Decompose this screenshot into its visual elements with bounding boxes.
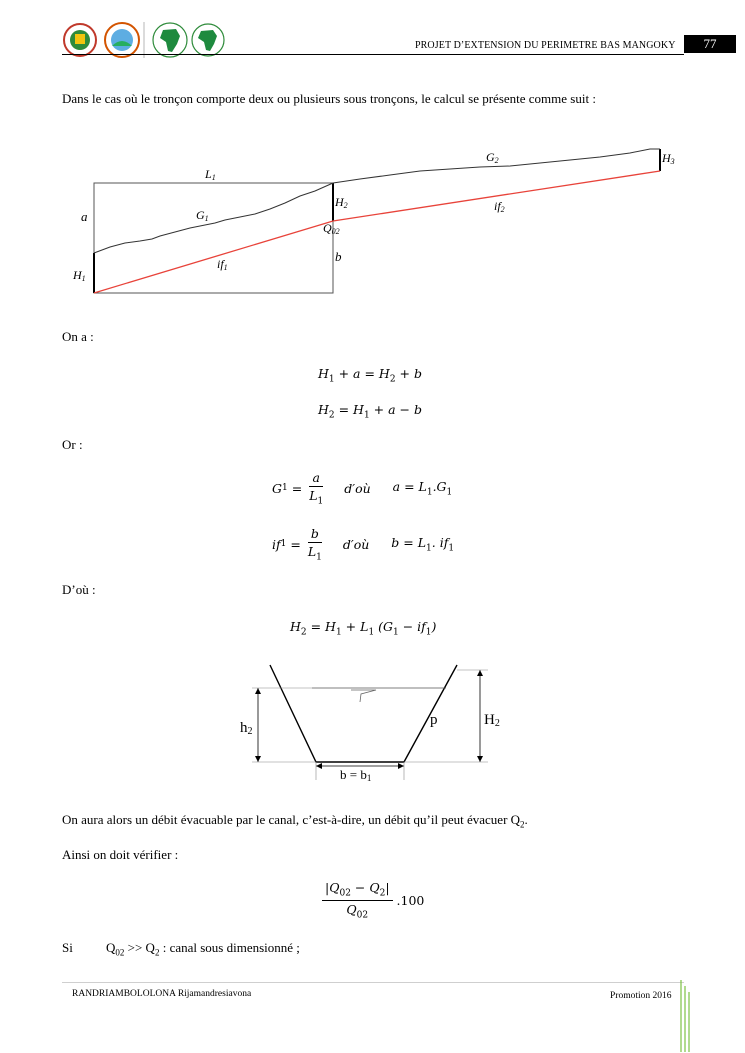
label-H1: H1 <box>73 268 86 283</box>
equation-if1: if 1 = $\frac{b}{L_1}$ d′où $b = L_1$. $if_1$ <box>272 526 455 563</box>
header-title: PROJET D’EXTENSION DU PERIMETRE BAS MANGOKY <box>415 40 676 51</box>
reach-rectangle <box>94 183 333 293</box>
trapezoid-section-figure <box>236 660 516 790</box>
label-p: p <box>430 712 438 728</box>
label-if2: if2 <box>494 199 505 214</box>
label-h2: h2 <box>240 720 253 737</box>
label-H2-section: H2 <box>484 712 500 729</box>
header-rule <box>62 54 684 55</box>
label-L1: L1 <box>205 167 216 182</box>
label-if1: if1 <box>217 257 228 272</box>
equation-h2: $H_2 = H_1 + L_1$ $(G_1 - if_1)$ <box>290 619 437 638</box>
water-symbol <box>351 690 376 702</box>
intro-paragraph: Dans le cas où le tronçon comporte deux ou plusieurs sous tronçons, le calcul se présente comme suit : <box>62 91 596 106</box>
label-H3: H3 <box>662 151 675 166</box>
logo-ministry <box>64 24 96 56</box>
canal-profile-figure <box>0 135 745 315</box>
verifier-paragraph: Ainsi on doit vérifier : <box>62 847 179 862</box>
dou-label: D’où : <box>62 582 96 597</box>
condition-text: $Q_{02} >> Q_2$ : canal sous dimensionné ; <box>106 940 300 958</box>
equation-g1: G 1 = $\frac{a}{L_1}$ d′où $a = L_1.G_1$ <box>272 470 453 507</box>
footer-rule <box>62 982 684 983</box>
label-G1: G1 <box>196 208 209 223</box>
logo-africa-2 <box>192 24 224 56</box>
equation-ratio: $\frac{|Q_{02} - Q_2|}{Q_{02}}$ .100 <box>318 880 424 920</box>
section-outline <box>270 665 457 762</box>
si-label: Si <box>62 940 73 955</box>
label-b: b <box>335 249 342 264</box>
page-number: 77 <box>684 35 736 53</box>
on-a-label: On a : <box>62 329 94 344</box>
equation-1: $H_1 + a = H_2 + b$ <box>318 366 423 385</box>
ground-line-g1 <box>94 183 333 253</box>
institution-logos <box>60 18 240 62</box>
or-label: Or : <box>62 437 83 452</box>
debit-paragraph: On aura alors un débit évacuable par le canal, c’est-à-dire, un débit qu’il peut évacuer $Q_2$. <box>62 812 528 830</box>
footer-promotion: Promotion 2016 <box>610 991 672 1001</box>
footer-author: RANDRIAMBOLOLONA Rijamandresiavona <box>72 989 252 999</box>
label-G2: G2 <box>486 150 499 165</box>
label-a: a <box>81 209 88 224</box>
equation-2: $H_2 = H_1 + a - b$ <box>318 402 422 421</box>
header-logos <box>60 18 240 62</box>
label-Q02: Q02 <box>323 221 340 236</box>
logo-africa-1 <box>153 23 187 57</box>
label-H2: H2 <box>335 195 348 210</box>
label-b-b1: b = b1 <box>340 767 372 783</box>
slope-line-if <box>94 171 660 293</box>
footer-decoration <box>679 980 693 1052</box>
logo-partner <box>105 23 139 57</box>
